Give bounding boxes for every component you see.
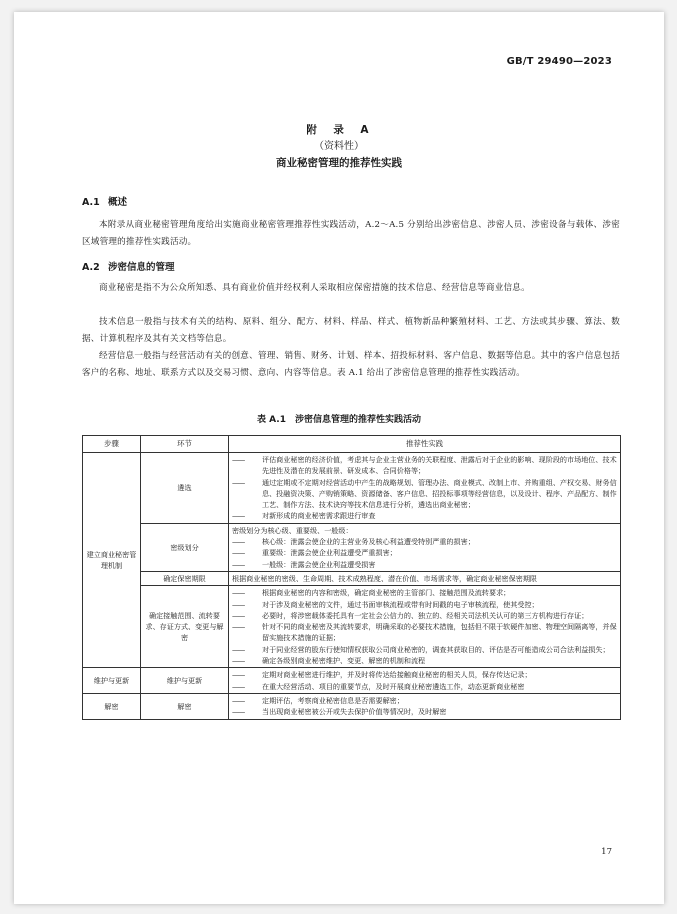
practice-item: —— 确定各级别商业秘密维护、变更、解密的机制和流程 <box>232 656 426 666</box>
practice-item: —— 定期评估，考察商业秘密信息是否需要解密； <box>232 695 404 705</box>
appendix-heading <box>14 122 664 171</box>
practice-cell <box>229 586 621 668</box>
practice-cell <box>229 453 621 524</box>
table-row <box>83 453 621 524</box>
practice-item: —— 对新形成的商业秘密需求跟进行审查 <box>232 511 376 521</box>
link-cell: 确定保密期限 <box>141 571 229 585</box>
practice-item: —— 在重大经营活动、项目的重要节点，及时开展商业秘密遴选工作，动态更新商业秘密 <box>232 681 525 691</box>
practice-item: —— 核心级：泄露会使企业的主营业务及核心利益遭受特别严重的损害； <box>232 537 475 547</box>
practice-item: —— 重要级：泄露会使企业利益遭受严重损害； <box>232 548 397 558</box>
practice-item: —— 对于涉及商业秘密的文件，通过书面审核流程或带有时间戳的电子审核流程，使其受控； <box>232 599 539 609</box>
practice-item: —— 当出现商业秘密被公开或失去保护价值等情况时，及时解密 <box>232 707 447 717</box>
table-header-row <box>83 436 621 453</box>
section-number: A.1 <box>82 197 100 208</box>
table-row <box>83 571 621 585</box>
practice-item: —— 必要时，将涉密载体委托具有一定社会公信力的、独立的、经相关司法机关认可的第三方机构进行存证； <box>232 610 589 620</box>
step-cell: 建立商业秘密管理机制 <box>83 453 141 668</box>
practice-cell <box>229 523 621 571</box>
practice-item: —— 定期对商业秘密进行维护，并及时将传达给接触商业秘密的相关人员，保存传达记录； <box>232 670 532 680</box>
link-cell: 确定接触范围、流转要求、存证方式、变更与解密 <box>141 586 229 668</box>
header-step: 步骤 <box>83 436 141 453</box>
appendix-name: 商业秘密管理的推荐性实践 <box>276 157 402 169</box>
table-title: 表 A.1 涉密信息管理的推荐性实践活动 <box>257 415 421 425</box>
practice-cell <box>229 693 621 719</box>
practice-intro: 密级划分为核心级、重要级、一般级： <box>232 525 353 535</box>
paragraph: 技术信息一般指与技术有关的结构、原料、组分、配方、材料、样品、样式、植物新品种繁殖材料、工艺、方法或其步骤、算法、数据、计算机程序及其有关文档等信息。 <box>82 317 620 344</box>
link-cell: 解密 <box>141 693 229 719</box>
link-cell: 密级划分 <box>141 523 229 571</box>
step-cell: 解密 <box>83 693 141 719</box>
section-heading-a2 <box>82 259 175 273</box>
practice-cell: 根据商业秘密的密级、生命周期、技术成熟程度、潜在价值、市场需求等，确定商业秘密保密期限 <box>229 571 621 585</box>
practice-item: —— 根据商业秘密的内容和密级，确定商业秘密的主管部门、接触范围及流转要求； <box>232 588 511 598</box>
practice-cell <box>229 668 621 694</box>
table-row <box>83 693 621 719</box>
page-number: 17 <box>601 847 612 857</box>
section-title: 概述 <box>108 197 128 208</box>
table-container <box>82 435 620 720</box>
section-heading-a1 <box>82 194 127 208</box>
paragraph: 商业秘密是指不为公众所知悉、具有商业价值并经权利人采取相应保密措施的技术信息、经营信息等商业信息。 <box>99 283 530 293</box>
header-practice: 推荐性实践 <box>229 436 621 453</box>
table-row <box>83 586 621 668</box>
document-page <box>14 12 664 904</box>
table-row <box>83 668 621 694</box>
step-cell: 维护与更新 <box>83 668 141 694</box>
link-cell: 遴选 <box>141 453 229 524</box>
table-row <box>83 523 621 571</box>
appendix-nature: （资料性） <box>314 141 364 152</box>
practice-table <box>82 435 621 720</box>
appendix-title: 附 录 A <box>306 124 372 136</box>
practice-item: —— 针对不同的商业秘密及其流转要求，明确采取的必要技术措施，包括但不限于软硬件加密、物理空间隔离等，并保留实施技术措施的证据； <box>232 622 617 643</box>
section-number: A.2 <box>82 262 100 273</box>
practice-item: —— 通过定期或不定期对经营活动中产生的战略规划、管理办法、商业模式、改制上市、并购重组、产权交易、财务信息、投融资决策、产购销策略、资源储备、客户信息、招投标事项等经营信息，以及设计、程序、产品配方、制作工艺、制作方法、技术诀窍等技术信息进行分析，遴选出商业秘密； <box>232 477 617 510</box>
practice-item: —— 评估商业秘密的经济价值，考虑其与企业主营业务的关联程度、泄露后对于企业的影响、现阶段的市场地位、技术先进性及潜在的发展前景、研发成本、合同价格等； <box>232 455 617 476</box>
paragraph: 本附录从商业秘密管理角度给出实施商业秘密管理推荐性实践活动，A.2～A.5 分别给出涉密信息、涉密人员、涉密设备与载体、涉密区域管理的推荐性实践活动。 <box>82 220 620 247</box>
section-title: 涉密信息的管理 <box>108 262 175 273</box>
paragraph: 经营信息一般指与经营活动有关的创意、管理、销售、财务、计划、样本、招投标材料、客户信息、数据等信息。其中的客户信息包括客户的名称、地址、联系方式以及交易习惯、意向、内容等信息。表 A.1 给出了涉密信息管理的推荐性实践活动。 <box>82 351 620 378</box>
link-cell: 维护与更新 <box>141 668 229 694</box>
header-link: 环节 <box>141 436 229 453</box>
practice-item: —— 对于同业经营的股东行使知情权获取公司商业秘密的，调查其获取目的、评估是否可能造成公司合法利益损失； <box>232 644 610 654</box>
standard-code: GB/T 29490—2023 <box>506 56 612 67</box>
practice-item: —— 一般级：泄露会使企业利益遭受损害 <box>232 559 376 569</box>
